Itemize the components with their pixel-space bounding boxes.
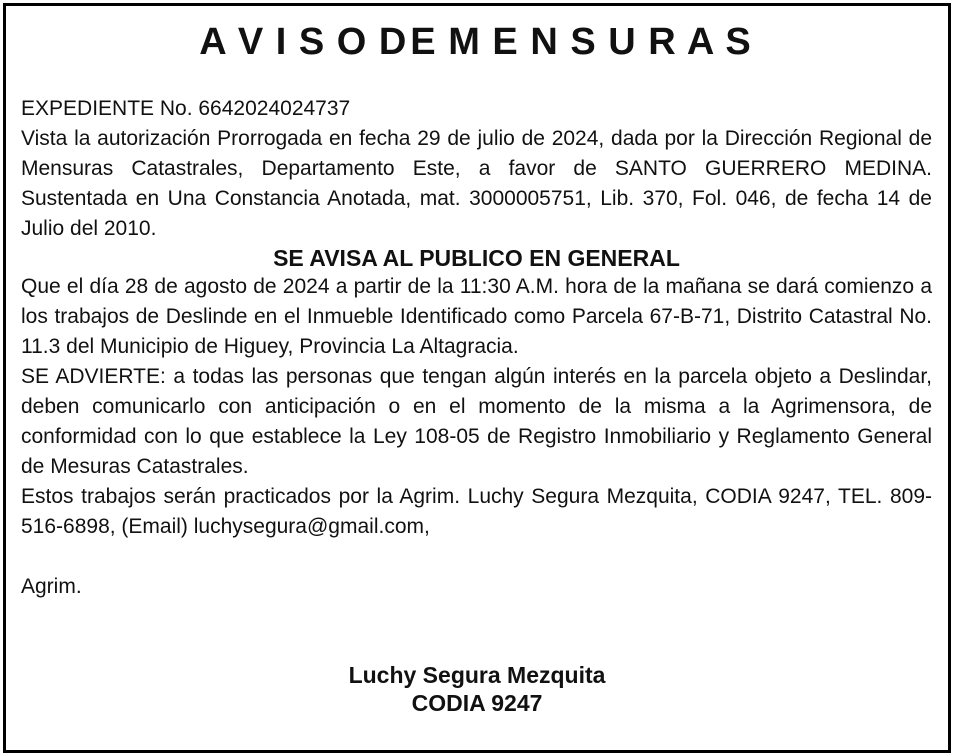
notice-title: A V I S O DE M E N S U R A S	[199, 21, 755, 63]
signature-name: Luchy Segura Mezquita	[348, 662, 606, 688]
notice-body	[21, 94, 932, 602]
expediente-line: EXPEDIENTE No. 6642024024737	[21, 97, 351, 120]
authorization-paragraph: Vista la autorización Prorrogada en fecha 29 de julio de 2024, dada por la Dirección Regional de Mensuras Catastrales, Departamento Este, a favor de SANTO GUERRERO MEDINA. Sustentada en Una Constancia Anotada, mat. 3000005751, Lib. 370, Fol. 046, de fecha 14 de Julio del 2010.	[21, 127, 932, 240]
notice-frame	[3, 3, 951, 753]
spacer	[21, 542, 932, 572]
public-notice-heading: SE AVISA AL PUBLICO EN GENERAL	[273, 245, 680, 271]
survey-date-paragraph: Que el día 28 de agosto de 2024 a partir de la 11:30 A.M. hora de la mañana se dará comienzo a los trabajos de Deslinde en el Inmueble Identificado como Parcela 67-B-71, Distrito Catastral No. 11.3 del Municipio de Higuey, Provincia La Altagracia.	[21, 275, 932, 358]
closing-label: Agrim.	[21, 575, 82, 598]
signature-codia: CODIA 9247	[411, 690, 543, 716]
signature-block	[6, 661, 948, 717]
warning-paragraph: SE ADVIERTE: a todas las personas que tengan algún interés en la parcela objeto a Deslindar, deben comunicarlo con anticipación o en el momento de la misma a la Agrimensora, de conformidad con lo que establece la Ley 108-05 de Registro Inmobiliario y Reglamento General de Mesuras Catastrales.	[21, 365, 932, 478]
surveyor-contact-paragraph: Estos trabajos serán practicados por la Agrim. Luchy Segura Mezquita, CODIA 9247, TEL. 809-516-6898, (Email) luchysegura@gmail.com,	[21, 485, 932, 538]
